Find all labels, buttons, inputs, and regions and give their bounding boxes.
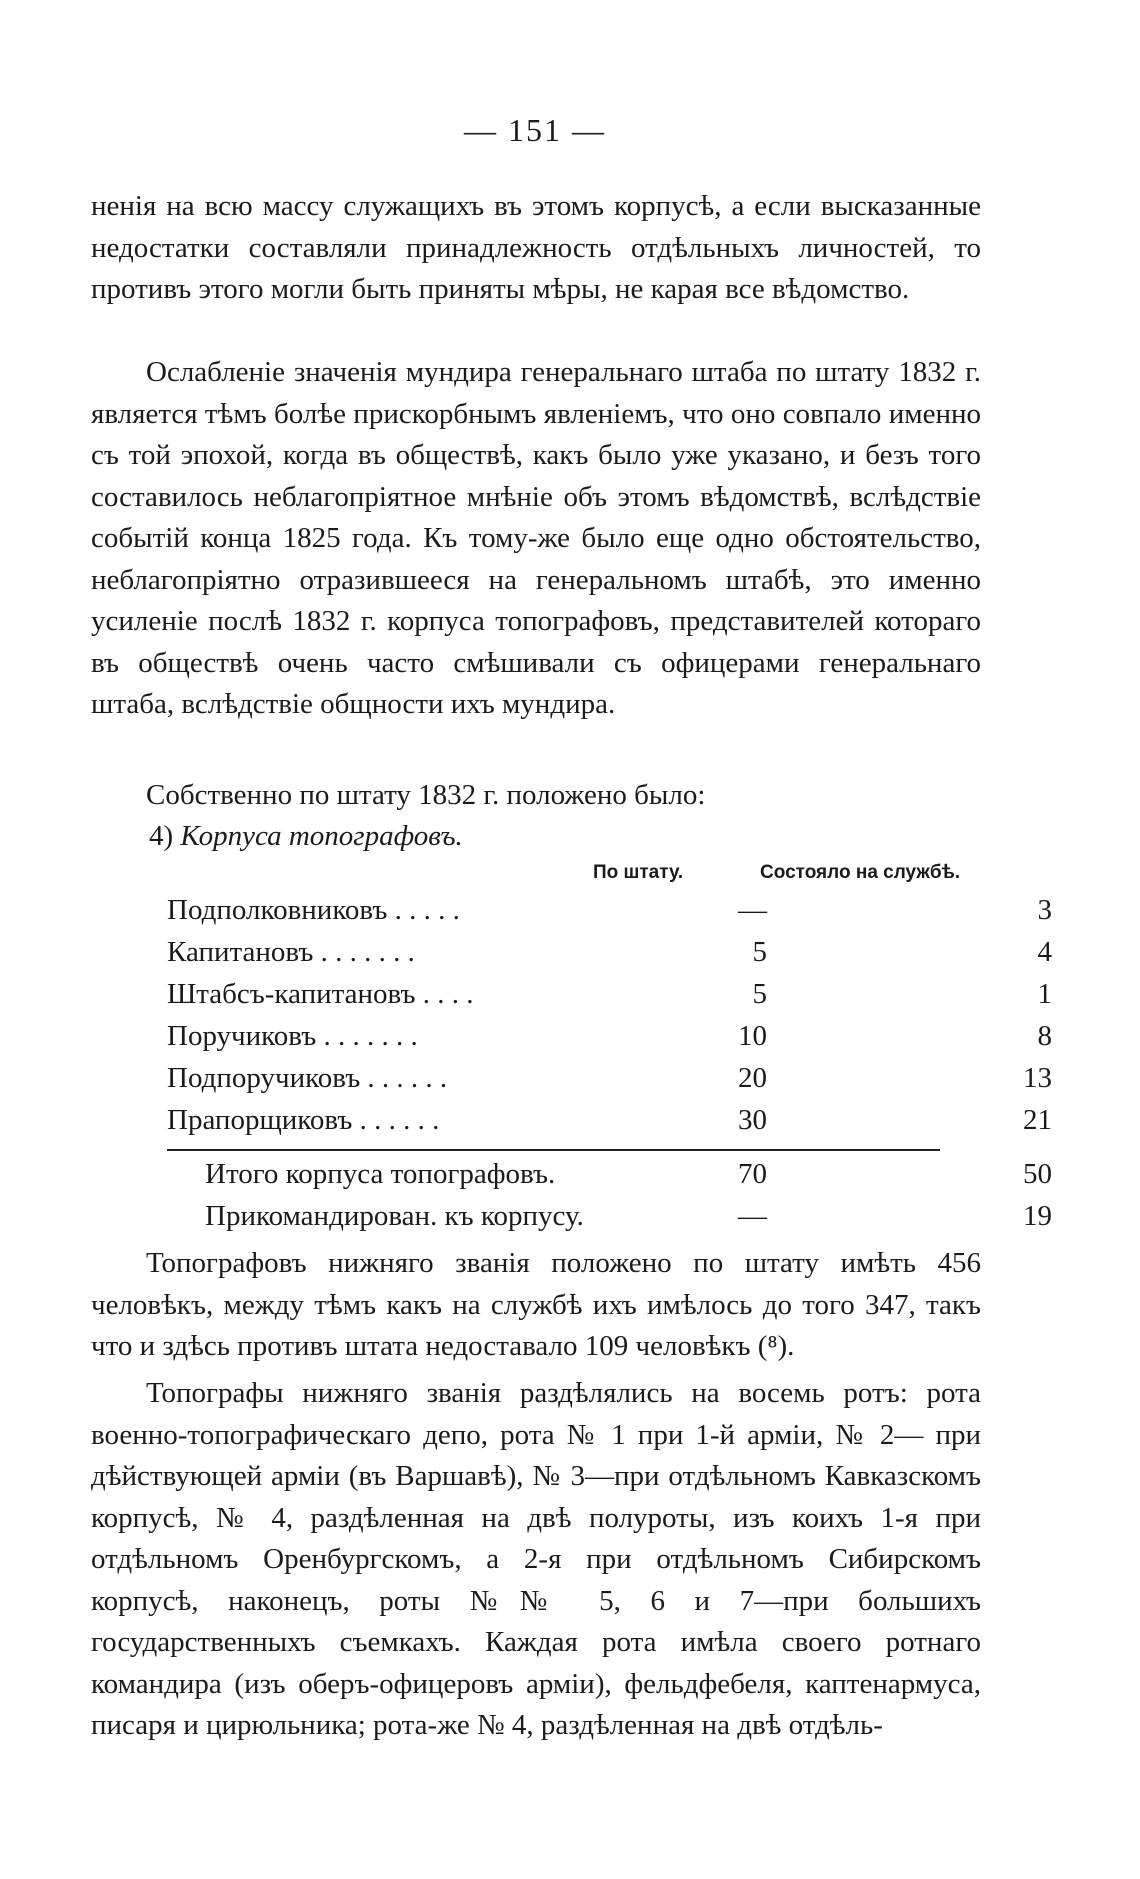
rank-label: Прапорщиковъ . . . . . .	[167, 1104, 440, 1136]
service-count: 21	[1023, 1104, 1052, 1136]
column-header-staff: По штату.	[593, 862, 684, 883]
rank-label: Штабсъ-капитановъ . . . .	[167, 978, 474, 1010]
paragraph-companies: Топографы нижняго званія раздѣлялись на восемь ротъ: рота военно-топографическаго депо, рота № 1 при 1-й арміи, № 2— при дѣйствующей арміи (въ Варшавѣ), № 3—при отдѣльномъ Кавказскомъ корпусѣ, № 4, раздѣленная на двѣ полуроты, изъ коихъ 1-я при отдѣльномъ Оренбургскомъ, а 2-я при отдѣльномъ Сибирскомъ корпусѣ, наконецъ, роты №№ 5, 6 и 7—при большихъ государственныхъ съемкахъ. Каждая рота имѣла своего ротнаго командира (изъ оберъ-офицеровъ арміи), фельдфебеля, каптенармуса, писаря и цирюльника; рота-же № 4, раздѣленная на двѣ отдѣль-	[91, 1377, 981, 1741]
totals-row	[205, 1195, 1052, 1237]
table-row	[167, 1015, 1052, 1057]
rank-label: Капитановъ . . . . . . .	[167, 936, 415, 968]
totals-block	[205, 1153, 1052, 1237]
table-row	[167, 1099, 1052, 1141]
attached-staff: —	[738, 1200, 767, 1232]
paragraph-lower-ranks: Топографовъ нижняго званія положено по штату имѣть 456 человѣкъ, между тѣмъ какъ на службѣ ихъ имѣлось до того 347, такъ что и здѣсь противъ штата недоставало 109 человѣкъ (⁸).	[91, 1247, 981, 1362]
page-number: — 151 —	[464, 112, 606, 148]
column-header-service: Состояло на службѣ.	[760, 862, 961, 883]
table-row	[167, 1057, 1052, 1099]
service-count: 1	[1037, 978, 1052, 1010]
service-count: 8	[1037, 1020, 1052, 1052]
section-heading	[149, 816, 463, 857]
table-row	[167, 889, 1052, 931]
table-row	[167, 931, 1052, 973]
section-title: Корпуса топографовъ.	[180, 820, 463, 852]
attached-label: Прикомандирован. къ корпусу.	[205, 1200, 584, 1232]
staff-count: 30	[738, 1104, 767, 1136]
table-row	[167, 973, 1052, 1015]
service-count: 4	[1037, 936, 1052, 968]
staff-count: 20	[738, 1062, 767, 1094]
attached-service: 19	[1023, 1200, 1052, 1232]
totals-row	[205, 1153, 1052, 1195]
rank-label: Подполковниковъ . . . . .	[167, 894, 460, 926]
rank-label: Подпоручиковъ . . . . . .	[167, 1062, 448, 1094]
staff-count: —	[738, 894, 767, 926]
paragraph-general-staff-uniform: Ослабленіе значенія мундира генеральнаго штаба по штату 1832 г. является тѣмъ болѣе прискорбнымъ явленіемъ, что оно совпало именно съ той эпохой, когда въ обществѣ, какъ было уже указано, и безъ того составилось неблагопріятное мнѣніе объ этомъ вѣдомствѣ, вслѣдствіе событій конца 1825 года. Къ тому-же было еще одно обстоятельство, неблагопріятно отразившееся на генеральномъ штабѣ, это именно усиленіе послѣ 1832 г. корпуса топографовъ, представителей котораго въ обществѣ очень часто смѣшивали съ офицерами генеральнаго штаба, вслѣдствіе общности ихъ мундира.	[91, 356, 981, 720]
staff-count: 5	[752, 978, 767, 1010]
service-count: 3	[1037, 894, 1052, 926]
service-total: 50	[1023, 1158, 1052, 1190]
paragraph-continuation: ненія на всю массу служащихъ въ этомъ корпусѣ, а если высказанные недостатки составляли принадлежность отдѣльныхъ личностей, то противъ этого могли быть приняты мѣры, не карая все вѣдомство.	[91, 190, 981, 305]
total-label: Итого корпуса топографовъ.	[205, 1158, 556, 1190]
officer-table	[167, 889, 1052, 1141]
table-divider	[167, 1149, 940, 1151]
staff-count: 10	[738, 1020, 767, 1052]
staff-total: 70	[738, 1158, 767, 1190]
section-number: 4)	[149, 820, 174, 852]
rank-label: Поручиковъ . . . . . . .	[167, 1020, 418, 1052]
service-count: 13	[1023, 1062, 1052, 1094]
staff-count: 5	[752, 936, 767, 968]
staff-intro-line: Собственно по штату 1832 г. положено было:	[146, 779, 706, 811]
